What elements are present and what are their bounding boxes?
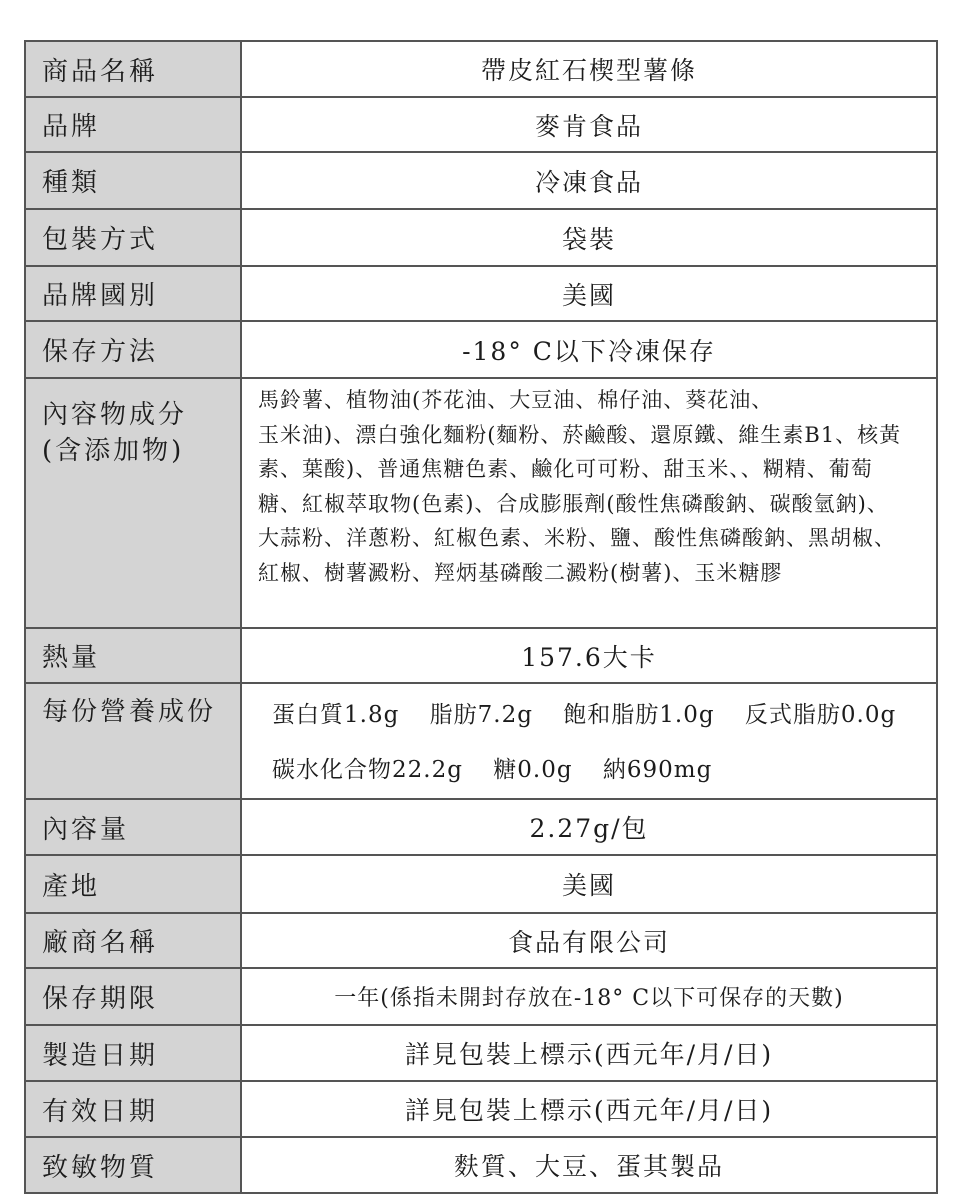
value-nutrition bbox=[241, 683, 937, 799]
label-ingredients-sub: (含添加物) bbox=[42, 436, 185, 466]
label-manufacture-date: 製造日期 bbox=[25, 1025, 241, 1081]
ingredients-line: 大蒜粉、洋蔥粉、紅椒色素、米粉、鹽、酸性焦磷酸鈉、黑胡椒、 bbox=[258, 526, 896, 550]
label-product-name: 商品名稱 bbox=[25, 41, 241, 97]
row-calories bbox=[25, 628, 937, 683]
value-manufacturer: 食品有限公司 bbox=[241, 913, 937, 968]
ingredients-line: 糖、紅椒萃取物(色素)、合成膨脹劑(酸性焦磷酸鈉、碳酸氫鈉)、 bbox=[258, 491, 889, 516]
ingredients-line: 紅椒、樹薯澱粉、羥炳基磷酸二澱粉(樹薯)、玉米糖膠 bbox=[258, 560, 783, 585]
ingredients-line: 馬鈴薯、植物油(芥花油、大豆油、棉仔油、葵花油、 bbox=[258, 388, 774, 412]
row-storage-method bbox=[25, 321, 937, 378]
row-expiry-date bbox=[25, 1081, 937, 1137]
label-ingredients bbox=[25, 378, 241, 628]
label-brand-country: 品牌國別 bbox=[25, 266, 241, 321]
nutrition-trans-fat: 反式脂肪0.0g bbox=[744, 702, 897, 728]
label-packaging: 包裝方式 bbox=[25, 209, 241, 266]
label-manufacturer: 廠商名稱 bbox=[25, 913, 241, 968]
label-category: 種類 bbox=[25, 152, 241, 209]
row-manufacture-date bbox=[25, 1025, 937, 1081]
value-product-name: 帶皮紅石楔型薯條 bbox=[241, 41, 937, 97]
value-calories: 157.6大卡 bbox=[241, 628, 937, 683]
value-brand-country: 美國 bbox=[241, 266, 937, 321]
label-nutrition: 每份營養成份 bbox=[25, 683, 241, 799]
value-manufacture-date: 詳見包裝上標示(西元年/月/日) bbox=[241, 1025, 937, 1081]
value-packaging: 袋裝 bbox=[241, 209, 937, 266]
label-expiry-date: 有效日期 bbox=[25, 1081, 241, 1137]
row-shelf-life bbox=[25, 968, 937, 1025]
value-origin: 美國 bbox=[241, 855, 937, 913]
label-shelf-life: 保存期限 bbox=[25, 968, 241, 1025]
row-origin bbox=[25, 855, 937, 913]
nutrition-protein: 蛋白質1.8g bbox=[272, 702, 400, 728]
value-storage-method: -18° C以下冷凍保存 bbox=[241, 321, 937, 378]
value-category: 冷凍食品 bbox=[241, 152, 937, 209]
ingredients-line: 素、葉酸)、普通焦糖色素、鹼化可可粉、甜玉米、、糊精、葡萄 bbox=[258, 457, 873, 481]
value-shelf-life: 一年(係指未開封存放在-18° C以下可保存的天數) bbox=[241, 968, 937, 1025]
nutrition-sugar: 糖0.0g bbox=[493, 757, 573, 783]
ingredients-text bbox=[242, 379, 936, 590]
label-ingredients-main: 內容物成分 bbox=[42, 400, 188, 430]
nutrition-saturated-fat: 飽和脂肪1.0g bbox=[563, 702, 715, 728]
label-brand: 品牌 bbox=[25, 97, 241, 152]
value-brand: 麥肯食品 bbox=[241, 97, 937, 152]
ingredients-line: 玉米油)、漂白強化麵粉(麵粉、菸鹼酸、還原鐵、維生素B1、核黃 bbox=[258, 422, 902, 447]
row-ingredients bbox=[25, 378, 937, 628]
row-packaging bbox=[25, 209, 937, 266]
label-allergens: 致敏物質 bbox=[25, 1137, 241, 1193]
label-calories: 熱量 bbox=[25, 628, 241, 683]
row-product-name bbox=[25, 41, 937, 97]
row-nutrition bbox=[25, 683, 937, 799]
nutrition-carbohydrate: 碳水化合物22.2g bbox=[272, 757, 463, 783]
row-brand bbox=[25, 97, 937, 152]
value-ingredients bbox=[241, 378, 937, 628]
label-origin: 產地 bbox=[25, 855, 241, 913]
row-allergens bbox=[25, 1137, 937, 1193]
value-allergens: 麩質、大豆、蛋其製品 bbox=[241, 1137, 937, 1193]
row-manufacturer bbox=[25, 913, 937, 968]
label-storage-method: 保存方法 bbox=[25, 321, 241, 378]
row-net-content bbox=[25, 799, 937, 855]
row-brand-country bbox=[25, 266, 937, 321]
value-expiry-date: 詳見包裝上標示(西元年/月/日) bbox=[241, 1081, 937, 1137]
nutrition-text bbox=[242, 684, 936, 798]
label-net-content: 內容量 bbox=[25, 799, 241, 855]
nutrition-line bbox=[272, 743, 928, 798]
value-net-content: 2.27g/包 bbox=[241, 799, 937, 855]
nutrition-fat: 脂肪7.2g bbox=[429, 702, 533, 728]
nutrition-sodium: 納690mg bbox=[602, 757, 713, 783]
product-spec-table bbox=[24, 40, 938, 1194]
row-category bbox=[25, 152, 937, 209]
nutrition-line bbox=[272, 688, 928, 743]
product-spec-sheet bbox=[24, 40, 938, 1194]
